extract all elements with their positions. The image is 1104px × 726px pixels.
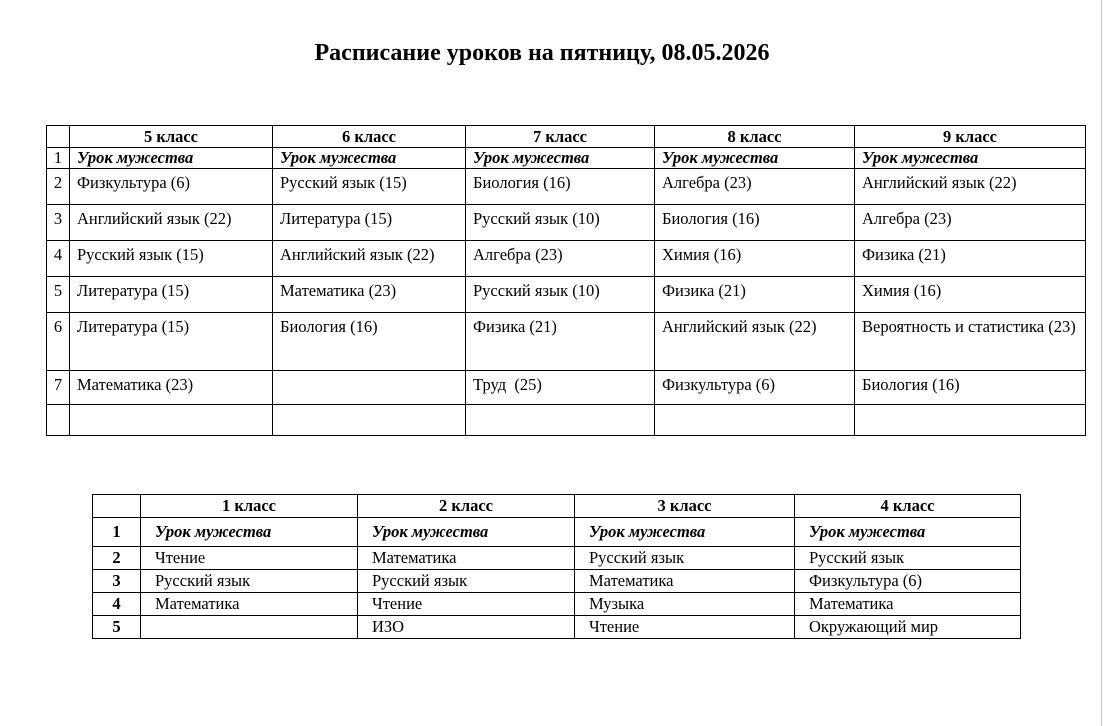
lesson-cell: Биология (16) [273, 313, 466, 371]
lesson-cell: Физика (21) [655, 277, 855, 313]
header-class-3: 3 класс [575, 495, 795, 518]
lesson-cell: Математика [358, 547, 575, 570]
lesson-cell: Биология (16) [855, 371, 1086, 405]
lesson-cell: Математика [575, 570, 795, 593]
table-row [47, 313, 1086, 371]
lesson-cell: ИЗО [358, 616, 575, 639]
lesson-cell: Урок мужества [795, 518, 1021, 547]
lesson-cell: Русский язык [575, 547, 795, 570]
lesson-number: 1 [93, 518, 141, 547]
table-row [47, 148, 1086, 169]
header-class-4: 4 класс [795, 495, 1021, 518]
lesson-cell: Алгебра (23) [655, 169, 855, 205]
lesson-cell: Английский язык (22) [70, 205, 273, 241]
header-class-6: 6 класс [273, 126, 466, 148]
lesson-number: 4 [93, 593, 141, 616]
empty-cell [70, 405, 273, 436]
table-row [93, 593, 1021, 616]
senior-schedule-table [46, 125, 1086, 436]
empty-cell [855, 405, 1086, 436]
header-class-1: 1 класс [141, 495, 358, 518]
lesson-cell [273, 371, 466, 405]
lesson-number: 7 [47, 371, 70, 405]
table-row [93, 570, 1021, 593]
lesson-cell: Чтение [575, 616, 795, 639]
lesson-number: 1 [47, 148, 70, 169]
lesson-cell: Русский язык (10) [466, 277, 655, 313]
lesson-cell [141, 616, 358, 639]
empty-row [47, 405, 1086, 436]
header-class-5: 5 класс [70, 126, 273, 148]
table-row [93, 518, 1021, 547]
lesson-number: 5 [93, 616, 141, 639]
header-class-7: 7 класс [466, 126, 655, 148]
table-row [47, 241, 1086, 277]
corner-cell [93, 495, 141, 518]
lesson-cell: Урок мужества [855, 148, 1086, 169]
lesson-cell: Алгебра (23) [466, 241, 655, 277]
lesson-cell: Математика [141, 593, 358, 616]
lesson-cell: Урок мужества [273, 148, 466, 169]
lesson-cell: Английский язык (22) [855, 169, 1086, 205]
lesson-number: 4 [47, 241, 70, 277]
lesson-cell: Физика (21) [466, 313, 655, 371]
lesson-cell: Алгебра (23) [855, 205, 1086, 241]
lesson-cell: Урок мужества [575, 518, 795, 547]
lesson-cell: Химия (16) [655, 241, 855, 277]
page-edge-line [1101, 0, 1102, 726]
lesson-cell: Физика (21) [855, 241, 1086, 277]
empty-cell [655, 405, 855, 436]
table-header-row [47, 126, 1086, 148]
lesson-cell: Урок мужества [655, 148, 855, 169]
header-class-9: 9 класс [855, 126, 1086, 148]
table-header-row [93, 495, 1021, 518]
empty-cell [466, 405, 655, 436]
lesson-cell: Английский язык (22) [273, 241, 466, 277]
page-title: Расписание уроков на пятницу, 08.05.2026 [314, 40, 770, 66]
lesson-cell: Русский язык (15) [273, 169, 466, 205]
lesson-cell: Урок мужества [358, 518, 575, 547]
table-row [47, 277, 1086, 313]
table-row [47, 169, 1086, 205]
lesson-cell: Русский язык [141, 570, 358, 593]
lesson-cell: Математика (23) [273, 277, 466, 313]
lesson-cell: Литература (15) [70, 313, 273, 371]
lesson-cell: Физкультура (6) [655, 371, 855, 405]
lesson-number: 3 [93, 570, 141, 593]
lesson-cell: Урок мужества [70, 148, 273, 169]
lesson-cell: Математика (23) [70, 371, 273, 405]
lesson-cell: Биология (16) [655, 205, 855, 241]
lesson-number: 6 [47, 313, 70, 371]
lesson-cell: Чтение [358, 593, 575, 616]
lesson-cell: Биология (16) [466, 169, 655, 205]
lesson-cell: Физкультура (6) [795, 570, 1021, 593]
lesson-cell: Английский язык (22) [655, 313, 855, 371]
lesson-cell: Литература (15) [70, 277, 273, 313]
corner-cell [47, 126, 70, 148]
lesson-cell: Русский язык [358, 570, 575, 593]
header-class-8: 8 класс [655, 126, 855, 148]
lesson-cell: Физкультура (6) [70, 169, 273, 205]
table-row [47, 371, 1086, 405]
lesson-cell: Музыка [575, 593, 795, 616]
lesson-number: 3 [47, 205, 70, 241]
table-row [93, 547, 1021, 570]
lesson-number: 5 [47, 277, 70, 313]
table-row [93, 616, 1021, 639]
lesson-cell: Окружающий мир [795, 616, 1021, 639]
lesson-cell: Русский язык (10) [466, 205, 655, 241]
lesson-cell: Русский язык (15) [70, 241, 273, 277]
lesson-number: 2 [47, 169, 70, 205]
lesson-cell: Урок мужества [141, 518, 358, 547]
empty-cell [47, 405, 70, 436]
lesson-cell: Математика [795, 593, 1021, 616]
lesson-cell: Чтение [141, 547, 358, 570]
header-class-2: 2 класс [358, 495, 575, 518]
empty-cell [273, 405, 466, 436]
lesson-cell: Литература (15) [273, 205, 466, 241]
lesson-cell: Химия (16) [855, 277, 1086, 313]
lesson-number: 2 [93, 547, 141, 570]
lesson-cell: Труд (25) [466, 371, 655, 405]
lesson-cell: Урок мужества [466, 148, 655, 169]
lesson-cell: Русский язык [795, 547, 1021, 570]
lesson-cell: Вероятность и статистика (23) [855, 313, 1086, 371]
junior-schedule-table [92, 494, 1021, 639]
table-row [47, 205, 1086, 241]
